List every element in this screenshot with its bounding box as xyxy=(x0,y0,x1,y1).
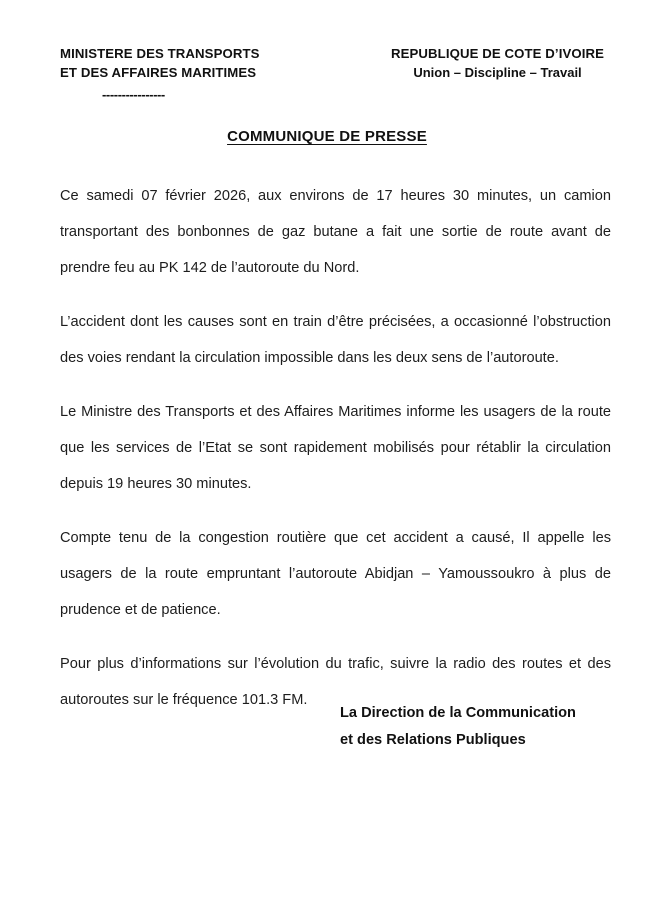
republic-header-block xyxy=(391,44,604,82)
body-paragraph: Ce samedi 07 février 2026, aux environs de 17 heures 30 minutes, un camion transportant des bonbonnes de gaz butane a fait une sortie de route avant de prendre feu au PK 142 de l’autoroute du Nord. xyxy=(60,188,611,276)
page-title xyxy=(0,128,654,145)
body-paragraph: L’accident dont les causes sont en train d’être précisées, a occasionné l’obstruction des voies rendant la circulation impossible dans les deux sens de l’autoroute. xyxy=(60,314,611,366)
ministry-name-line-1: MINISTERE DES TRANSPORTS xyxy=(60,46,260,61)
header-separator-dashes: ---------------- xyxy=(102,87,165,102)
document-body xyxy=(60,178,611,718)
signature-line-2: et des Relations Publiques xyxy=(340,732,526,748)
signature-block xyxy=(340,700,640,754)
body-paragraph: Pour plus d’informations sur l’évolution du trafic, suivre la radio des routes et des autoroutes sur le fréquence 101.3 FM. xyxy=(60,656,611,708)
body-paragraph: Compte tenu de la congestion routière que cet accident a causé, Il appelle les usagers de la route empruntant l’autoroute Abidjan – Yamoussoukro à plus de prudence et de patience. xyxy=(60,530,611,618)
signature-line-1: La Direction de la Communication xyxy=(340,705,576,721)
body-paragraph: Le Ministre des Transports et des Affaires Maritimes informe les usagers de la route que les services de l’Etat se sont rapidement mobilisés pour rétablir la circulation depuis 19 heures 30 minutes. xyxy=(60,404,611,492)
document-header xyxy=(60,44,610,101)
ministry-header-block xyxy=(60,44,260,101)
republic-name: REPUBLIQUE DE COTE D’IVOIRE xyxy=(391,46,604,61)
page-title-text: COMMUNIQUE DE PRESSE xyxy=(227,128,427,145)
ministry-name-line-2: ET DES AFFAIRES MARITIMES xyxy=(60,65,257,80)
national-motto: Union – Discipline – Travail xyxy=(413,65,582,80)
